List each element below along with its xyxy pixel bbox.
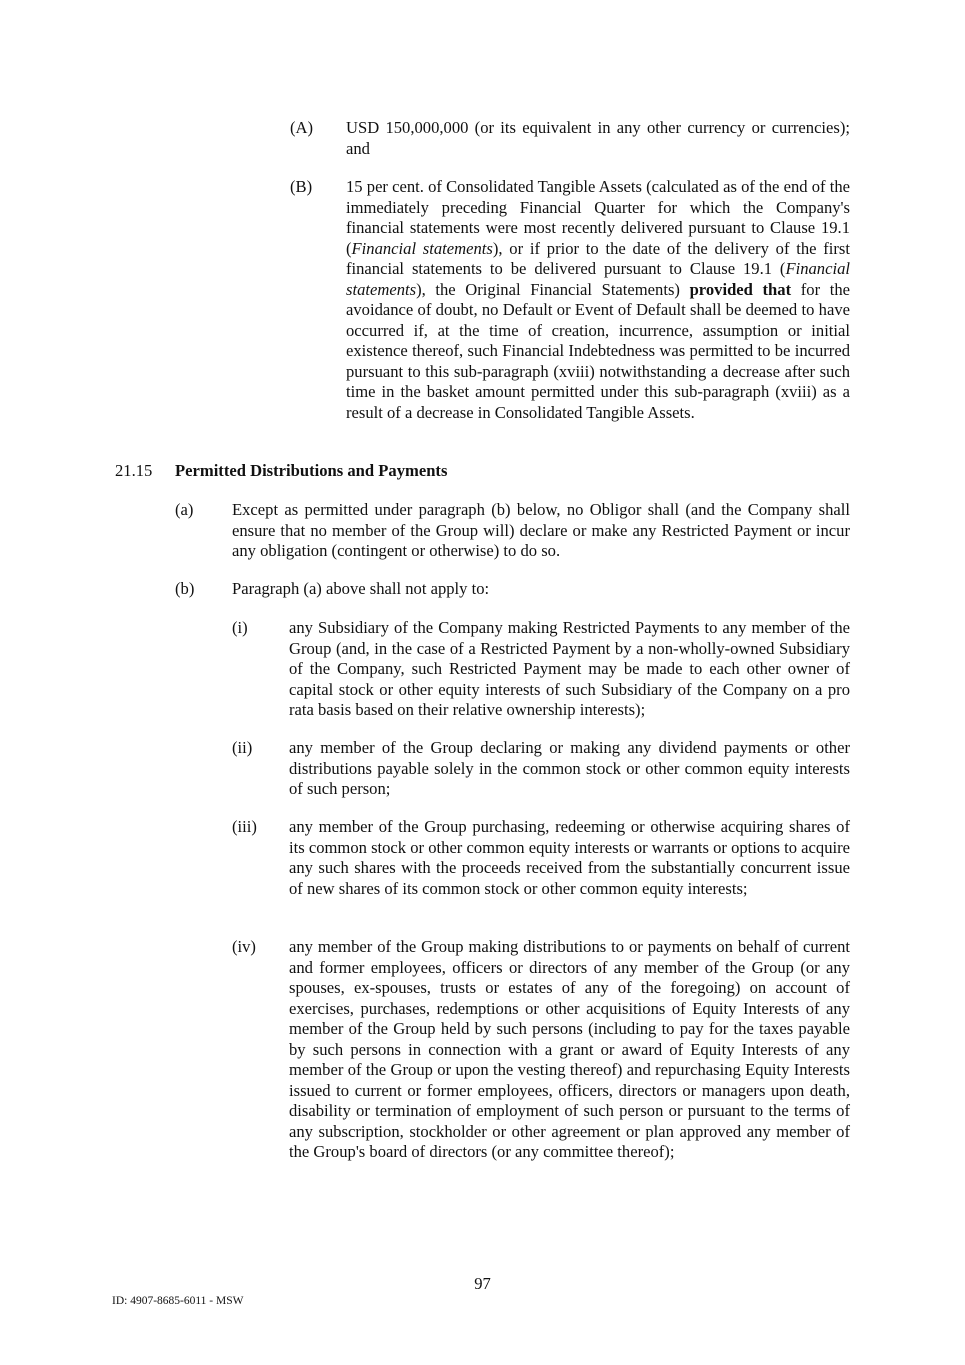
subitem-label: (iii) xyxy=(232,817,257,836)
paragraph-label: (b) xyxy=(175,579,195,598)
paragraph-a xyxy=(175,500,850,562)
subitem-iii xyxy=(232,817,850,899)
subitem-i xyxy=(232,618,850,721)
document-id: ID: 4907-8685-6011 - MSW xyxy=(112,1295,244,1307)
subitem-text: any Subsidiary of the Company making Restricted Payments to any member of the Group (and, in the case of a Restricted Payment by a non-wholly-owned Subsidiary of the Company, such Restricted Payment may be made to each other owner of capital stock or other equity interests of such Subsidiary of the Company on a pro rata basis based on their relative ownership interests); xyxy=(289,618,850,719)
page-number: 97 xyxy=(474,1274,491,1293)
subitem-ii xyxy=(232,738,850,800)
paragraph-text: Paragraph (a) above shall not apply to: xyxy=(232,579,490,598)
paragraph-b xyxy=(175,579,850,600)
subitem-text: any member of the Group making distributions to or payments on behalf of current and former employees, officers or directors of any member of the Group (or any spouses, ex-spouses, trusts or estates of any of the foregoing) on account of exercises, purchases, redemptions or other acquisitions of Equity Interests of any member of the Group held by such persons (including to pay for the taxes payable by such persons in connection with a grant or award of Equity Interests of any member of the Group or upon the vesting thereof) and repurchasing Equity Interests issued to current or former employees, officers, directors or managers upon death, disability or termination of employment of such person or pursuant to the terms of any subscription, stockholder or other agreement or plan approved any member of the Group's board of directors (or any committee thereof); xyxy=(289,937,850,1161)
subitem-label: (ii) xyxy=(232,738,253,757)
text-run: ), or if prior to the date of the delivery of the first financial statements to be delivered pursuant to Clause 19.1 ( xyxy=(346,238,850,278)
list-item-B xyxy=(290,177,850,423)
item-label: (B) xyxy=(290,177,313,196)
subitem-text: any member of the Group purchasing, redeeming or otherwise acquiring shares of its common stock or other common equity interests or warrants or options to acquire any such shares with the proceeds received from the substantially concurrent issue of new shares of its common stock or other common equity interests; xyxy=(289,817,850,898)
subitem-label: (i) xyxy=(232,618,248,637)
item-text: USD 150,000,000 (or its equivalent in any other currency or currencies); and xyxy=(346,118,850,158)
paragraph-text: Except as permitted under paragraph (b) below, no Obligor shall (and the Company shall ensure that no member of the Group will) declare or make any Restricted Payment or incur any obligation (contingent or otherwise) to do so. xyxy=(232,500,850,560)
bold-phrase: provided that xyxy=(689,279,792,299)
item-text xyxy=(346,177,850,423)
italic-reference: Financial statements xyxy=(351,238,493,258)
italic-reference: Financial statements xyxy=(346,259,850,299)
list-item-A xyxy=(290,118,850,159)
text-run: 15 per cent. of Consolidated Tangible Assets (calculated as of the end of the immediately preceding Financial Quarter for which the Company's financial statements were most recently delivered pursuant to Clause 19.1 ( xyxy=(346,177,850,258)
text-run: ), the Original Financial Statements) xyxy=(416,279,690,299)
item-label: (A) xyxy=(290,118,314,137)
subitem-iv xyxy=(232,937,850,1163)
subitem-label: (iv) xyxy=(232,937,256,956)
paragraph-label: (a) xyxy=(175,500,194,519)
text-run: for the avoidance of doubt, no Default or Event of Default shall be deemed to have occurred if, at the time of creation, incurrence, assumption or initial existence thereof, such Financial Indebtedness was permitted to be incurred pursuant to this sub-paragraph (xviii) notwithstanding a decrease after such time in the basket amount permitted under this sub-paragraph (xviii) as a result of a decrease in Consolidated Tangible Assets. xyxy=(346,279,850,422)
subitem-text: any member of the Group declaring or making any dividend payments or other distributions payable solely in the common stock or other common equity interests of such person; xyxy=(289,738,850,798)
section-title: Permitted Distributions and Payments xyxy=(175,461,448,480)
section-number: 21.15 xyxy=(115,461,153,480)
